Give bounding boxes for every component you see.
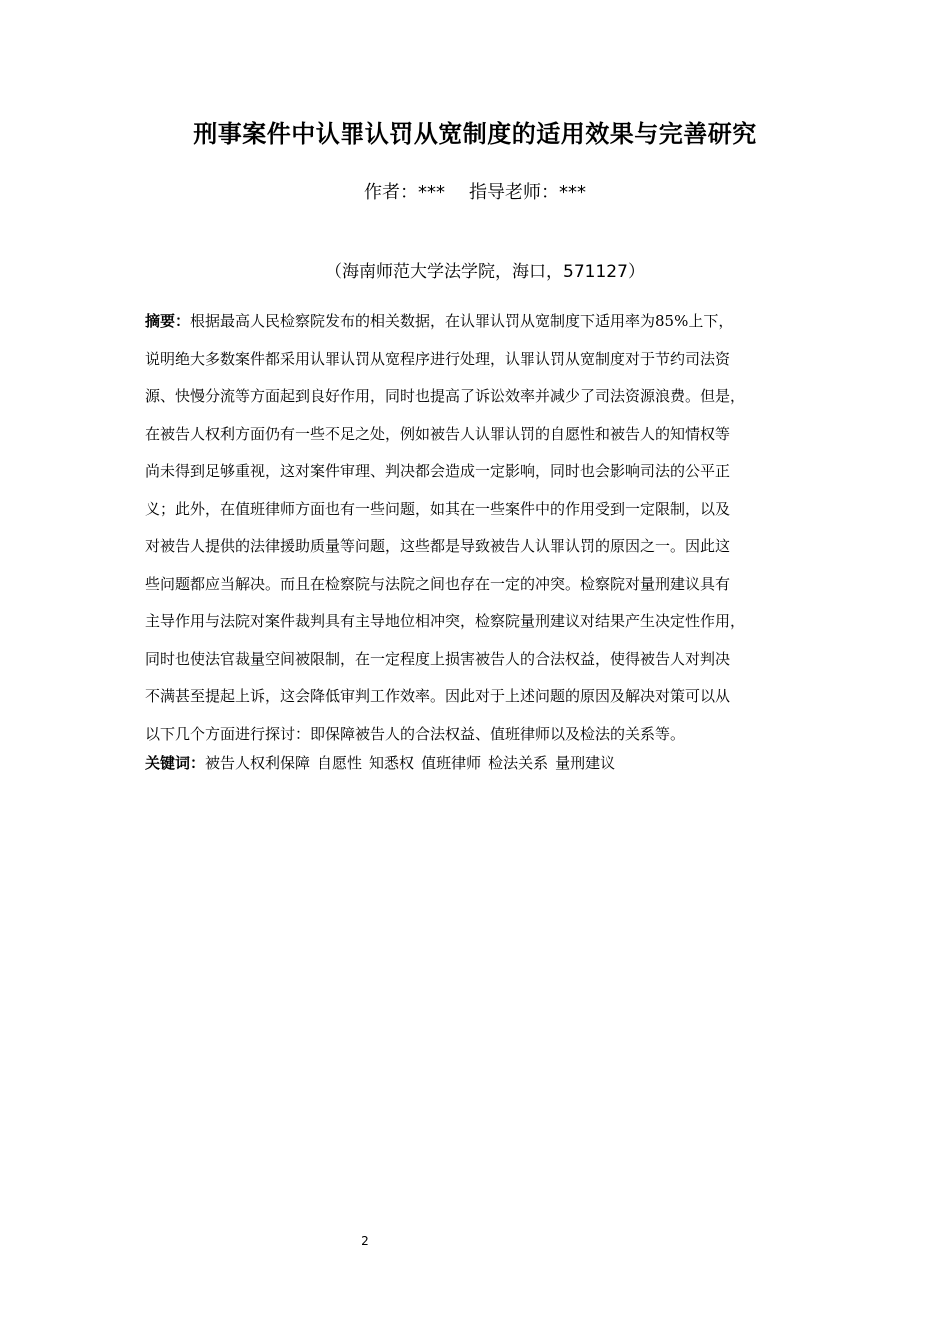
affiliation: （海南师范大学法学院，海口，571127） xyxy=(325,262,645,282)
abstract-line: 同时也使法官裁量空间被限制，在一定程度上损害被告人的合法权益，使得被告人对判决 xyxy=(145,649,731,668)
author-line xyxy=(0,178,950,204)
abstract-line: 不满甚至提起上诉，这会降低审判工作效率。因此对于上述问题的原因及解决对策可以从 xyxy=(145,687,731,705)
advisor-label: 指导老师：*** xyxy=(469,182,586,203)
abstract-line: 说明绝大多数案件都采用认罪认罚从宽程序进行处理，认罪认罚从宽制度对于节约司法资 xyxy=(145,349,731,368)
abstract-line xyxy=(145,303,810,341)
keyword: 值班律师 xyxy=(421,754,482,772)
keywords-label: 关键词： xyxy=(145,754,206,772)
keyword: 自愿性 xyxy=(317,754,363,772)
abstract-line: 义；此外，在值班律师方面也有一些问题，如其在一些案件中的作用受到一定限制，以及 xyxy=(145,499,731,518)
keyword: 检法关系 xyxy=(488,754,549,772)
keyword: 知悉权 xyxy=(369,754,415,772)
abstract-text: 根据最高人民检察院发布的相关数据，在认罪认罚从宽制度下适用率为85%上下， xyxy=(190,312,734,330)
abstract-line: 主导作用与法院对案件裁判具有主导地位相冲突，检察院量刑建议对结果产生决定性作用， xyxy=(145,612,746,630)
keyword: 量刑建议 xyxy=(555,754,616,772)
page-number: 2 xyxy=(361,1234,369,1248)
abstract-line: 以下几个方面进行探讨：即保障被告人的合法权益、值班律师以及检法的关系等。 xyxy=(145,724,686,743)
abstract-line: 对被告人提供的法律援助质量等问题，这些都是导致被告人认罪认罚的原因之一。因此这 xyxy=(145,537,731,555)
abstract-label: 摘要： xyxy=(145,312,191,330)
abstract-line: 在被告人权利方面仍有一些不足之处，例如被告人认罪认罚的自愿性和被告人的知情权等 xyxy=(145,424,731,443)
abstract-line: 尚未得到足够重视，这对案件审理、判决都会造成一定影响，同时也会影响司法的公平正 xyxy=(145,462,731,480)
abstract-line: 些问题都应当解决。而且在检察院与法院之间也存在一定的冲突。检察院对量刑建议具有 xyxy=(145,574,731,593)
paper-title: 刑事案件中认罪认罚从宽制度的适用效果与完善研究 xyxy=(193,120,757,148)
abstract-line: 源、快慢分流等方面起到良好作用，同时也提高了诉讼效率并减少了司法资源浪费。但是， xyxy=(145,387,746,405)
abstract xyxy=(145,303,810,753)
author-label: 作者：*** xyxy=(364,182,445,203)
keyword: 被告人权利保障 xyxy=(205,754,311,772)
keywords xyxy=(145,748,810,778)
